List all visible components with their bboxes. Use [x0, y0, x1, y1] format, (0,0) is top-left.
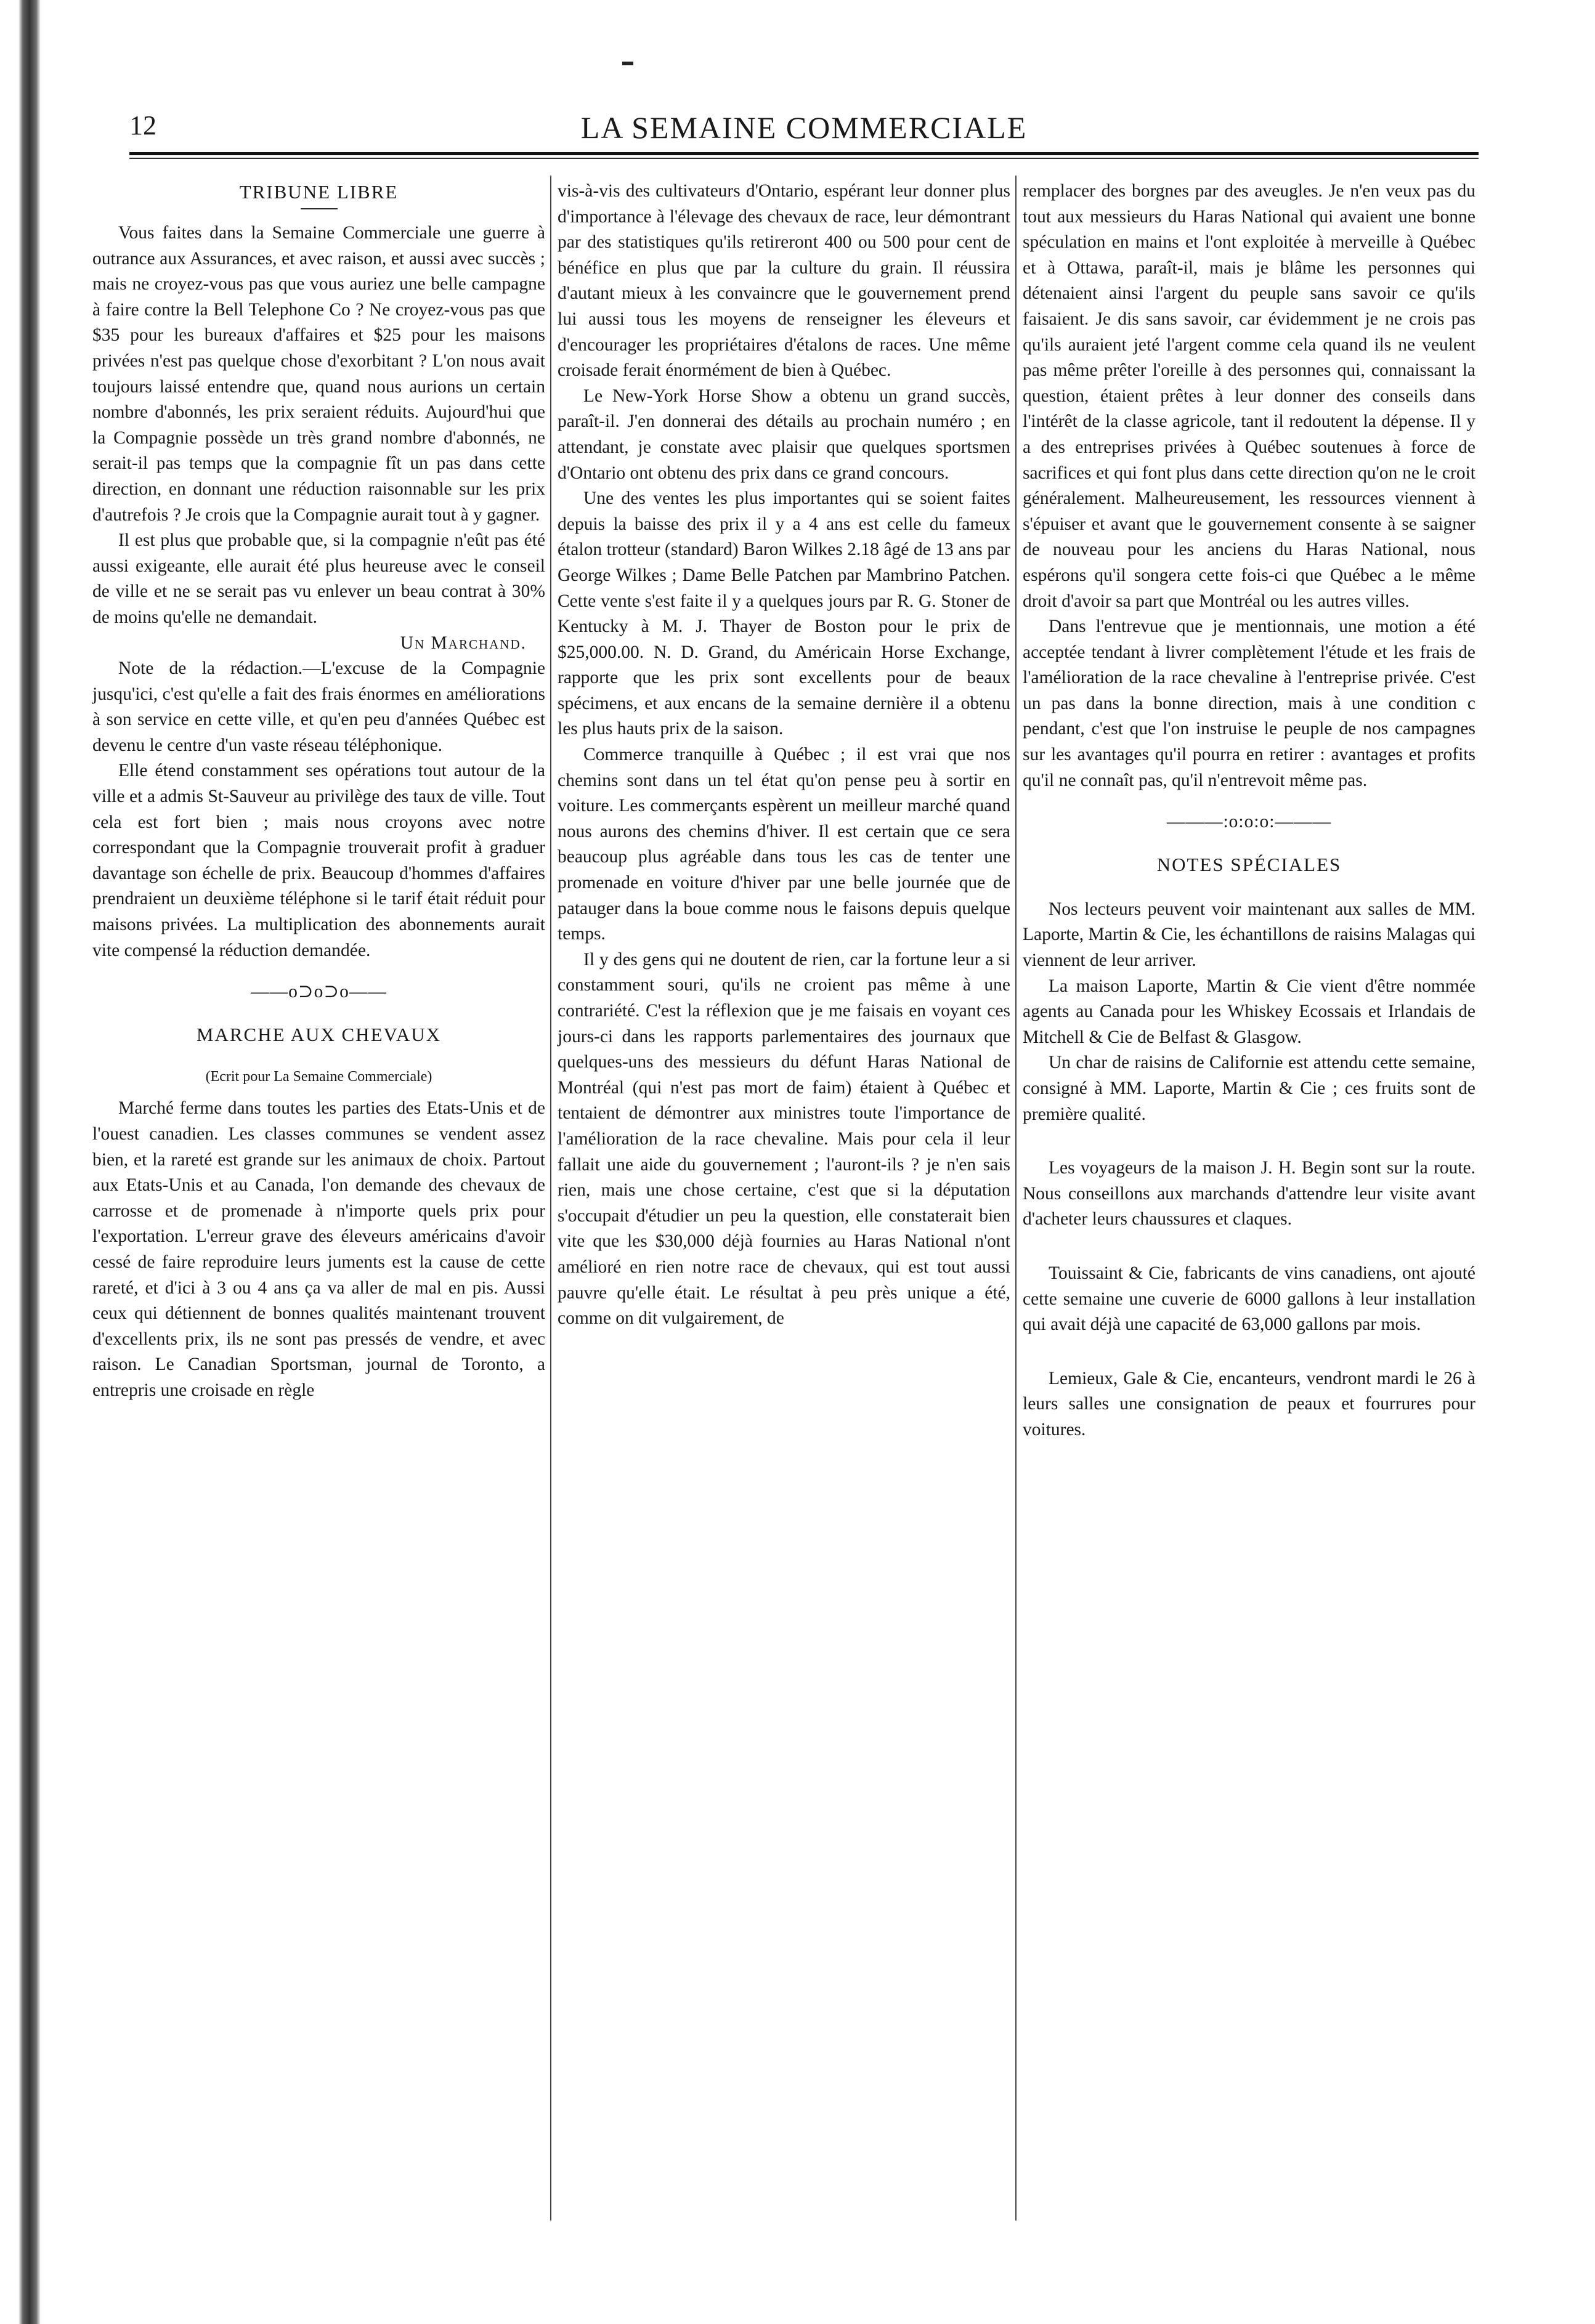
paragraph: Le New-York Horse Show a obtenu un grand succès, paraît-il. J'en donnerai des détails au prochain numéro ; en attendant, je constate avec plaisir que quelques sportsmen d'Ontario ont obtenu des prix dans ce grand concours. [558, 386, 1010, 483]
section-subtitle: (Ecrit pour La Semaine Commerciale) [205, 1068, 432, 1085]
paragraph: Vous faites dans la Semaine Commerciale une guerre à outrance aux Assurances, et avec raison, et aussi avec succès ; mais ne croyez-vous pas que vous auriez une belle campagne à faire contre la Bell Telephone Co ? Ne croyez-vous pas que $35 pour les bureaux d'affaires et $25 pour les maisons privées n'est pas quelque chose d'exorbitant ? L'on nous avait toujours laissé entendre que, quand nous aurions un certain nombre d'abonnés, les prix seraient réduits. Aujourd'hui que la Compagnie possède un très grand nombre d'abonnés, ne serait-il pas temps que la compagnie fît un pas dans cette direction, en donnant une réduction raisonnable sur les prix d'autrefois ? Je crois que la Compagnie aurait tout à y gagner. [92, 223, 545, 525]
scan-edge [18, 0, 41, 2324]
section-title-notes: NOTES SPÉCIALES [1156, 853, 1342, 875]
column-divider [550, 176, 551, 2221]
separator: ———:o:o:o:——— [1166, 812, 1332, 832]
note-item: La maison Laporte, Martin & Cie vient d'être nommée agents au Canada pour les Whiskey Ecossais et Irlandais de Mitchell & Cie de Belfast & Glasgow. [1023, 976, 1475, 1047]
paragraph: Elle étend constamment ses opérations tout autour de la ville et a admis St-Sauveur au privilège des taux de ville. Tout cela est fort bien ; mais nous croyons avec notre correspondant que la Compagnie trouverait profit à graduer davantage son échelle de prix. Beaucoup d'hommes d'affaires prendraient un deuxième téléphone si le tarif était réduit pour maisons privées. La multiplication des abonnements aurait vite compensé la réduction demandée. [92, 761, 545, 960]
section-title-marche: MARCHE AUX CHEVAUX [196, 1023, 442, 1045]
paragraph: Il y des gens qui ne doutent de rien, car la fortune leur a si constamment souri, qu'ils ne croient pas même à une contrariété. C'est la réflexion que je me faisais en voyant ces jours-ci dans les rapports parlementaires des journaux que quelques-uns des messieurs du défunt Haras National de Montréal (qui n'est pas mort de faim) étaient à Québec et tentaient de démontrer aux ministres toute l'importance de l'amélioration de la race chevaline. Mais pour cela il leur fallait une aide du gouvernement ; l'auront-ils ? je n'en sais rien, mais une chose certaine, c'est que si la députation s'occupait d'étudier un peu la question, elle constaterait bien vite que les $30,000 déjà fournies au Haras National n'ont amélioré en rien notre race de chevaux, qui est tout aussi pauvre qu'elle était. Le résultat à peu près unique a été, comme on dit vulgairement, de [558, 949, 1010, 1329]
running-title: LA SEMAINE COMMERCIALE [580, 110, 1028, 145]
column-1 [92, 179, 545, 1404]
paragraph: Dans l'entrevue que je mentionnais, une motion a été acceptée tendant à livrer complètement l'étude et les frais de l'amélioration de la race chevaline à l'entreprise privée. C'est un pas dans la bonne direction, mais à une condition c pendant, c'est que l'on instruise le peuple de nos campagnes sur les avantages qu'il pourra en retirer : avantages et profits qu'il ne connaît pas, qu'il n'entrevoit même pas. [1023, 617, 1475, 790]
column-3 [1023, 179, 1475, 1443]
paragraph: Commerce tranquille à Québec ; il est vrai que nos chemins sont dans un tel état qu'on pense peu à sortir en voiture. Les commerçants espèrent un meilleur marché quand nous aurons des chemins d'hiver. Il est certain que ce sera beaucoup plus agréable dans tous les cas de tenter une promenade en voiture d'hiver par une belle journée que de patauger dans la boue comme nous le faisons depuis quelque temps. [558, 745, 1010, 944]
note-item: Lemieux, Gale & Cie, encanteurs, vendront mardi le 26 à leurs salles une consignation de peaux et fourrures pour voitures. [1023, 1368, 1475, 1439]
header-rule [129, 152, 1479, 155]
section-title-tribune: TRIBUNE LIBRE [239, 181, 399, 203]
page-header [129, 110, 1479, 147]
paragraph: Il est plus que probable que, si la compagnie n'eût pas été aussi exigeante, elle aurait été plus heureuse avec le conseil de ville et ne se serait pas vu enlever un beau contrat à 30% de moins qu'elle ne demandait. [92, 530, 545, 627]
note-item: Les voyageurs de la maison J. H. Begin sont sur la route. Nous conseillons aux marchands d'attendre leur visite avant d'acheter leurs chaussures et claques. [1023, 1158, 1475, 1229]
signature: Un Marchand. [400, 633, 527, 653]
page-number: 12 [129, 110, 156, 140]
paragraph: remplacer des borgnes par des aveugles. Je n'en veux pas du tout aux messieurs du Haras National qui avaient une bonne spéculation en mains et l'ont exploitée à merveille à Québec et à Ottawa, paraît-il, mais je blâme les personnes qui détenaient ainsi l'argent du peuple sans savoir ce qu'ils faisaient. Je dis sans savoir, car évidemment je ne crois pas qu'ils auraient jeté l'argent comme cela quand ils ne veulent pas même prêter l'oreille à des personnes qui, connaissant la question, étaient prêtes à leur donner des conseils dans l'intérêt de la classe agricole, tant il redoutent la dépense. Il y a des entreprises privées à Québec soutenues à force de sacrifices et qui font plus dans cette direction qu'on ne le croit généralement. Malheureusement, les ressources viennent à s'épuiser et avant que le gouvernement consente à se saigner de nouveau pour les anciens du Haras National, nous espérons qu'il songera cette fois-ci que Québec a le même droit d'avoir sa part que Montréal ou les autres villes. [1023, 181, 1475, 611]
paragraph: Note de la rédaction.—L'excuse de la Compagnie jusqu'ici, c'est qu'elle a fait des frais énormes en améliorations à son service en cette ville, et qu'en peu d'années Québec est devenu le centre d'un vaste réseau téléphonique. [92, 658, 545, 755]
paragraph: Une des ventes les plus importantes qui se soient faites depuis la baisse des prix il y a 4 ans est celle du fameux étalon trotteur (standard) Baron Wilkes 2.18 âgé de 13 ans par George Wilkes ; Dame Belle Patchen par Mambrino Patchen. Cette vente s'est faite il y a quelques jours par R. G. Stoner de Kentucky à M. J. Thayer de Boston pour le prix de $25,000.00. N. D. Grand, du Américain Horse Exchange, rapporte que les prix sont excellents pour de beaux spécimens, et aux encans de la semaine dernière il a obtenu les plus hauts prix de la saison. [558, 488, 1010, 739]
column-2 [558, 179, 1010, 1332]
paragraph: vis-à-vis des cultivateurs d'Ontario, espérant leur donner plus d'importance à l'élevage des chevaux de race, leur démontrant par des statistiques qu'ils retireront 400 ou 500 pour cent de bénéfice en plus que par la culture du grain. Il réussira d'autant mieux à les convaincre que le gouvernement prend lui aussi tous les moyens de renseigner les éleveurs et d'encourager les propriétaires d'étalons de races. Une même croisade ferait énormément de bien à Québec. [558, 181, 1010, 381]
column-divider [1015, 176, 1017, 2221]
separator: ——o⊃o⊃o—— [251, 982, 387, 1002]
scan-mark [622, 62, 633, 65]
note-item: Un char de raisins de Californie est attendu cette semaine, consigné à MM. Laporte, Martin & Cie ; ces fruits sont de première qualité. [1023, 1053, 1475, 1124]
header-rule-thin [129, 158, 1479, 159]
paragraph: Marché ferme dans toutes les parties des Etats-Unis et de l'ouest canadien. Les classes communes se vendent assez bien, et la rareté est grande sur les animaux de choix. Partout aux Etats-Unis et au Canada, l'on demande des chevaux de carrosse et de promenade à n'importe quels prix pour l'exportation. L'erreur grave des éleveurs américains d'avoir cessé de faire reproduire leurs juments est la cause de cette rareté, et d'ici à 3 ou 4 ans ça va aller de mal en pis. Aussi ceux qui détiennent de bonnes qualités maintenant trouvent d'excellents prix, ils ne sont pas pressés de vendre, et avec raison. Le Canadian Sportsman, journal de Toronto, a entrepris une croisade en règle [92, 1098, 545, 1400]
title-underline [301, 208, 338, 209]
note-item: Touissaint & Cie, fabricants de vins canadiens, ont ajouté cette semaine une cuverie de 6000 gallons à leur installation qui avait déjà une capacité de 63,000 gallons par mois. [1023, 1263, 1475, 1335]
note-item: Nos lecteurs peuvent voir maintenant aux salles de MM. Laporte, Martin & Cie, les échantillons de raisins Malagas qui viennent de leur arriver. [1023, 899, 1475, 971]
